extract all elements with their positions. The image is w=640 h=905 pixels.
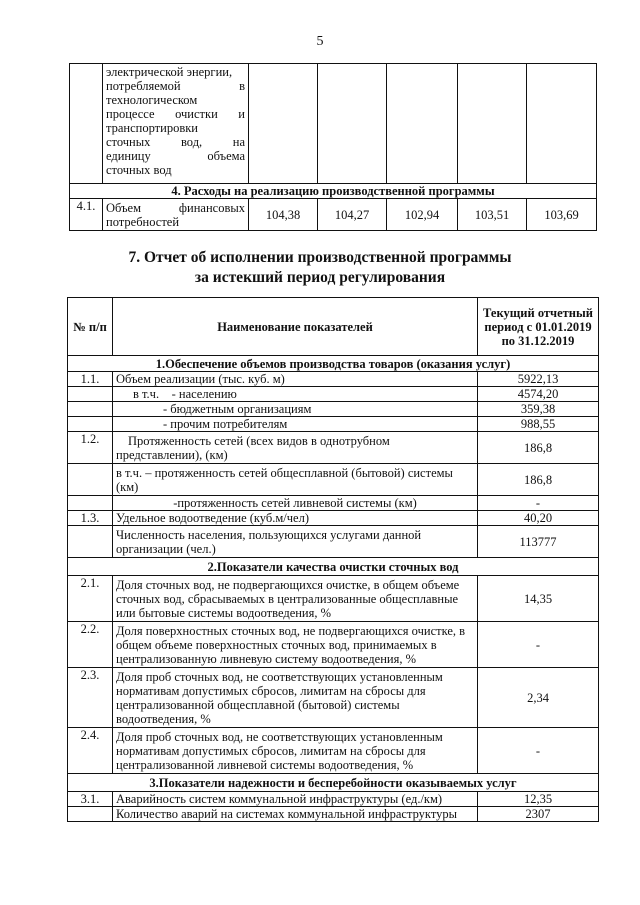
row-label: -протяженность сетей ливневой системы (км) [113,496,478,511]
row-label: в т.ч. - населению [113,387,478,402]
cell-empty [458,64,527,184]
value-cell: 103,69 [527,199,597,231]
cell-empty [387,64,458,184]
row-number [68,807,113,822]
row-number [68,387,113,402]
row-value: 2,34 [478,668,599,728]
row-value: - [478,496,599,511]
section3-title: 3.Показатели надежности и бесперебойности оказываемых услуг [68,774,599,792]
row-value: 4574,20 [478,387,599,402]
section7-heading [0,248,640,288]
row-number: 1.2. [68,432,113,464]
cell-empty [527,64,597,184]
row-number [68,417,113,432]
row-value: - [478,622,599,668]
section4-title: 4. Расходы на реализацию производственной программы [70,184,597,199]
row-number: 2.1. [68,576,113,622]
row-label: Аварийность систем коммунальной инфраструктуры (ед./км) [113,792,478,807]
section2-title: 2.Показатели качества очистки сточных вод [68,558,599,576]
row-label: Объем реализации (тыс. куб. м) [113,372,478,387]
cell-empty [70,64,103,184]
row-value: 14,35 [478,576,599,622]
section7-title-line1: 7. Отчет об исполнении производственной программы [128,249,512,266]
row-value: 5922,13 [478,372,599,387]
row-number [68,496,113,511]
row-label: - прочим потребителям [113,417,478,432]
row-number [68,526,113,558]
header-num: № п/п [68,298,113,356]
row-number [68,402,113,417]
page-number: 5 [316,34,324,49]
row-value: - [478,728,599,774]
row-label: Доля проб сточных вод, не соответствующих установленным нормативам допустимых сбросов, лимитам на сбросы для централизованной ливневой системы водоотведения, % [113,728,478,774]
row-value: 113777 [478,526,599,558]
row-number: 2.2. [68,622,113,668]
row-label: Численность населения, пользующихся услугами данной организации (чел.) [113,526,478,558]
value-cell: 104,38 [249,199,318,231]
section7-title-line2: за истекший период регулирования [194,269,446,286]
row-value: 359,38 [478,402,599,417]
row-number: 4.1. [70,199,103,231]
row-label: Удельное водоотведение (куб.м/чел) [113,511,478,526]
row-number: 3.1. [68,792,113,807]
value-cell: 102,94 [387,199,458,231]
cell-empty [249,64,318,184]
row-number [68,464,113,496]
report-table [67,297,599,822]
header-period: Текущий отчетный период с 01.01.2019 по 31.12.2019 [478,298,599,356]
section1-title: 1.Обеспечение объемов производства товаров (оказания услуг) [68,356,599,372]
row-label: Доля сточных вод, не подвергающихся очистке, в общем объеме сточных вод, сбрасываемых в централизованные общесплавные или бытовые системы водоотведения, % [113,576,478,622]
row-value: 40,20 [478,511,599,526]
row-label: Количество аварий на системах коммунальной инфраструктуры [113,807,478,822]
row-value: 186,8 [478,432,599,464]
row-number: 2.4. [68,728,113,774]
row-label: Доля проб сточных вод, не соответствующих установленным нормативам допустимых сбросов, лимитам на сбросы для централизованной общесплавной (бытовой) системы водоотведения, % [113,668,478,728]
row-label: в т.ч. – протяженность сетей общесплавной (бытовой) системы (км) [113,464,478,496]
row-value: 988,55 [478,417,599,432]
row-number: 1.3. [68,511,113,526]
continued-label: электрической энергии, потребляемой в технологическом процессе очистки и транспортировки сточных вод, на единицу объема сточных вод [103,64,249,184]
cell-empty [318,64,387,184]
value-cell: 104,27 [318,199,387,231]
header-name: Наименование показателей [113,298,478,356]
row-number: 2.3. [68,668,113,728]
row-value: 186,8 [478,464,599,496]
top-table [69,63,597,231]
row-number: 1.1. [68,372,113,387]
row-label: - бюджетным организациям [113,402,478,417]
row-label: Объем финансовых потребностей [103,199,249,231]
row-label: Доля поверхностных сточных вод, не подвергающихся очистке, в общем объеме поверхностных сточных вод, принимаемых в централизованную ливневую систему водоотведения, % [113,622,478,668]
value-cell: 103,51 [458,199,527,231]
row-value: 2307 [478,807,599,822]
row-value: 12,35 [478,792,599,807]
row-label: Протяженность сетей (всех видов в однотрубном представлении), (км) [113,432,478,464]
